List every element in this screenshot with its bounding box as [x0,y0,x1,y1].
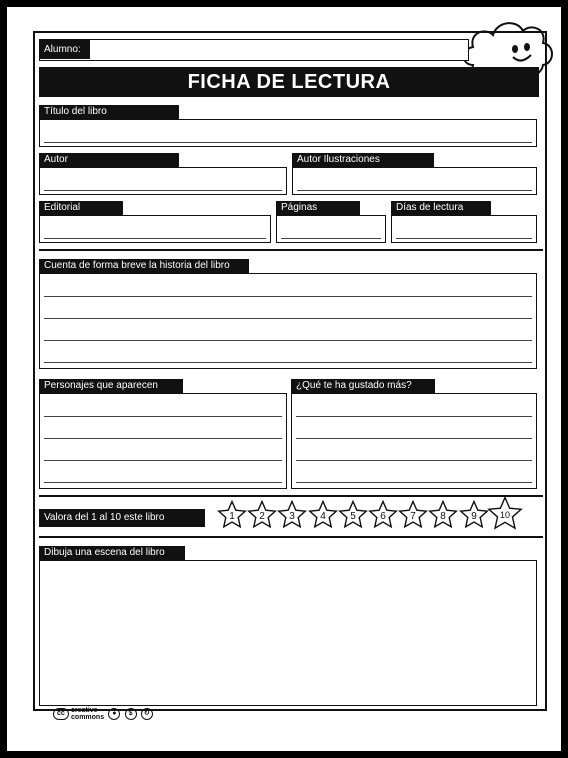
license-text-commons: commons [71,714,105,721]
rating-star-2[interactable] [247,499,277,529]
rating-star-3[interactable] [277,499,307,529]
rating-star-9[interactable] [459,499,489,529]
rating-star-number: 8 [440,511,447,522]
author-field[interactable] [39,167,287,195]
rating-stars[interactable] [217,499,537,531]
rating-star-number: 6 [380,511,386,522]
rating-star-number: 4 [319,511,326,522]
sharealike-icon: ↻ [141,708,153,720]
pages-field[interactable] [276,215,386,243]
book-title-label: Título del libro [39,105,179,119]
section-divider [39,495,543,497]
illustrator-field[interactable] [292,167,537,195]
rating-star-number: 1 [229,511,235,522]
license-text-creative: creative [71,707,98,714]
worksheet-page [7,7,561,751]
rating-star-10[interactable] [487,495,523,531]
author-label: Autor [39,153,179,167]
publisher-label: Editorial [39,201,123,215]
rating-star-7[interactable] [398,499,428,529]
liked-most-label: ¿Qué te ha gustado más? [291,379,435,393]
rating-star-number: 7 [410,511,416,522]
license-footer [53,707,153,721]
page-title: FICHA DE LECTURA [39,67,539,97]
rating-star-4[interactable] [308,499,338,529]
summary-label: Cuenta de forma breve la historia del libro [39,259,249,273]
student-name-label: Alumno: [40,40,90,59]
student-name-field[interactable] [39,39,469,61]
characters-label: Personajes que aparecen [39,379,183,393]
rating-star-number: 9 [470,511,477,522]
rating-star-number: 5 [350,511,356,522]
rating-star-8[interactable] [428,499,458,529]
rating-star-1[interactable] [217,499,247,529]
characters-field[interactable] [39,393,287,489]
worksheet-frame [33,31,547,711]
rating-star-6[interactable] [368,499,398,529]
rating-star-5[interactable] [338,499,368,529]
section-divider [39,249,543,251]
liked-most-field[interactable] [291,393,537,489]
publisher-field[interactable] [39,215,271,243]
drawing-label: Dibuja una escena del libro [39,546,185,560]
rating-star-number: 2 [259,511,265,522]
reading-days-field[interactable] [391,215,537,243]
pages-label: Páginas [276,201,360,215]
noncommercial-icon: $ [125,708,137,720]
rating-label: Valora del 1 al 10 este libro [39,509,205,527]
book-title-field[interactable] [39,119,537,147]
attribution-icon: ● [108,708,120,720]
cc-badge: cc [53,708,69,720]
drawing-area[interactable] [39,560,537,706]
rating-star-number: 3 [289,511,296,522]
illustrator-label: Autor Ilustraciones [292,153,434,167]
rating-star-number: 10 [499,510,510,520]
reading-days-label: Días de lectura [391,201,491,215]
section-divider [39,536,543,538]
summary-field[interactable] [39,273,537,369]
